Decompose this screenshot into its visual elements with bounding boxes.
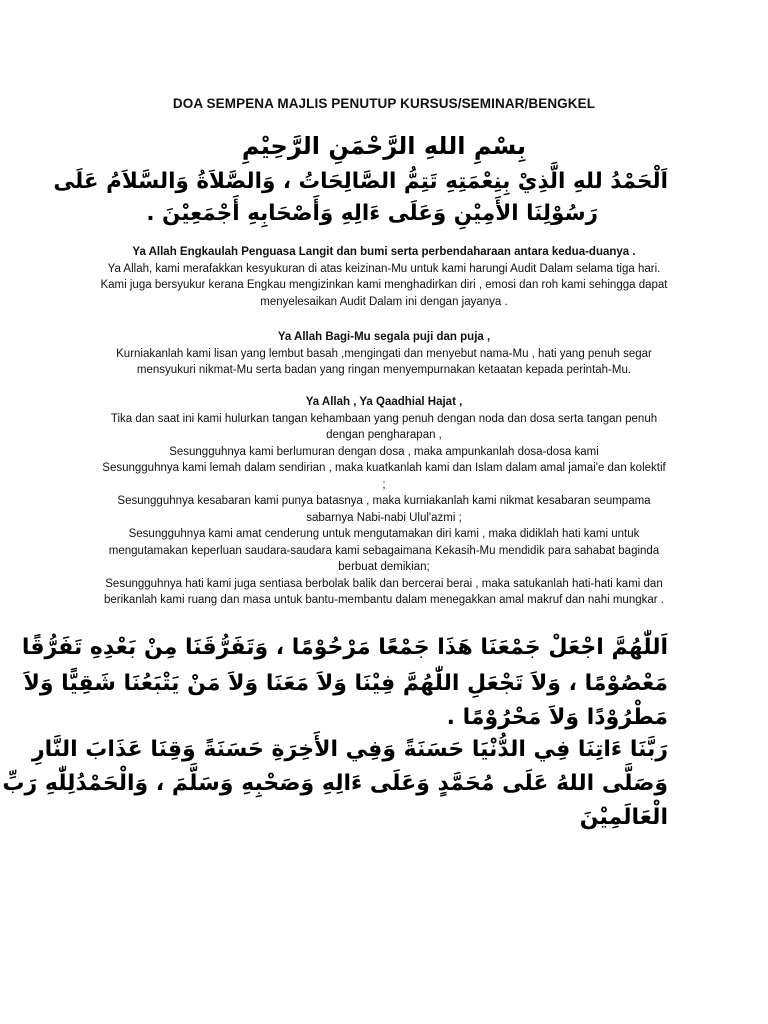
arabic-closing-line-5: وَصَلَّى اللهُ عَلَى مُحَمَّدٍ وَعَلَى ءَالِهِ وَصَحْبِهِ وَسَلَّمَ ، وَالْحَمْدُلِلّٰهِ رَبِّ: [2, 771, 668, 796]
section-gratitude-body: Kurniakanlah kami lisan yang lembut basah ,mengingati dan menyebut nama-Mu , hati yang penuh segar mensyukuri nikmat-Mu serta badan yang ringan menyempurnakan ketaatan kepada perintah-Mu.: [116, 347, 652, 376]
arabic-closing-line-4: رَبَّنَا ءَاتِنَا فِي الدُّنْيَا حَسَنَةً وَفِي الأَخِرَةِ حَسَنَةً وَقِنَا عَذَابَ النَّارِ: [31, 737, 668, 762]
arabic-closing-line-1: اَللّٰهُمَّ اجْعَلْ جَمْعَنَا هَذَا جَمْعًا مَرْحُوْمًا ، وَتَفَرُّقَنَا مِنْ بَعْدِهِ تَفَرُّقًا: [21, 635, 668, 660]
section-supplication: [100, 394, 668, 609]
supplication-line: Sesungguhnya kami berlumuran dengan dosa , maka ampunkanlah dosa-dosa kami: [169, 445, 599, 458]
arabic-closing-line-2: مَعْصُوْمًا ، وَلاَ تَجْعَلِ اللّٰهُمَّ فِيْنَا وَلاَ مَعَنَا وَلاَ مَنْ يَتْبَعُنَا شَقِيًّا وَلاَ: [23, 671, 668, 696]
supplication-line: Sesungguhnya kesabaran kami punya batasnya , maka kurniakanlah kami nikmat kesabaran seumpama sabarnya Nabi-nabi Ulul'azmi ;: [117, 495, 651, 524]
section-praise-heading: Ya Allah Engkaulah Penguasa Langit dan bumi serta perbendaharaan antara kedua-duanya .: [132, 246, 636, 258]
section-praise: [100, 244, 668, 310]
section-gratitude-heading: Ya Allah Bagi-Mu segala puji dan puja ,: [277, 331, 491, 343]
arabic-closing-line-3: مَطْرُوْدًا وَلاَ مَحْرُوْمًا .: [446, 705, 668, 730]
document-title: DOA SEMPENA MAJLIS PENUTUP KURSUS/SEMINAR/BENGKEL: [172, 96, 596, 111]
section-gratitude: [100, 329, 668, 379]
section-supplication-heading: Ya Allah , Ya Qaadhial Hajat ,: [305, 396, 463, 408]
arabic-basmalah: بِسْمِ اللهِ الرَّحْمَنِ الرَّحِيْمِ: [241, 132, 527, 160]
arabic-opening-line-1: اَلْحَمْدُ للهِ الَّذِيْ بِنِعْمَتِهِ تَتِمُّ الصَّالِحَاتُ ، وَالصَّلاَةُ وَالسَّلاَمُ عَلَى: [53, 169, 668, 194]
supplication-line: Tika dan saat ini kami hulurkan tangan kehambaan yang penuh dengan noda dan dosa serta tangan penuh dengan pengharapan ,: [110, 412, 658, 441]
supplication-line: Sesungguhnya kami lemah dalam sendirian , maka kuatkanlah kami dan Islam dalam amal jamai'e dan kolektif ;: [102, 462, 666, 491]
supplication-line: Sesungguhnya kami amat cenderung untuk mengutamakan diri kami , maka didiklah hati kami untuk mengutamakan keperluan saudara-saudara kami sebagaimana Kekasih-Mu mendidik para sahabat baginda berbuat demikian;: [108, 528, 660, 573]
arabic-closing-line-6: الْعَالَمِيْنَ: [579, 805, 668, 830]
section-praise-body: Ya Allah, kami merafakkan kesyukuran di atas keizinan-Mu untuk kami harungi Audit Dalam selama tiga hari. Kami juga bersyukur kerana Engkau mengizinkan kami menghadirkan diri , emosi dan roh kami sehingga dapat menyelesaikan Audit Dalam ini dengan jayanya .: [100, 262, 668, 308]
supplication-line: Sesungguhnya hati kami juga sentiasa berbolak balik dan bercerai berai , maka satukanlah hati-hati kami dan berikanlah kami ruang dan masa untuk bantu-membantu dalam menegakkan amal makruf dan nahi mungkar .: [104, 577, 664, 606]
arabic-opening-line-2: رَسُوْلِنَا الأَمِيْنِ وَعَلَى ءَالِهِ وَأَصْحَابِهِ أَجْمَعِيْنَ .: [146, 201, 598, 226]
